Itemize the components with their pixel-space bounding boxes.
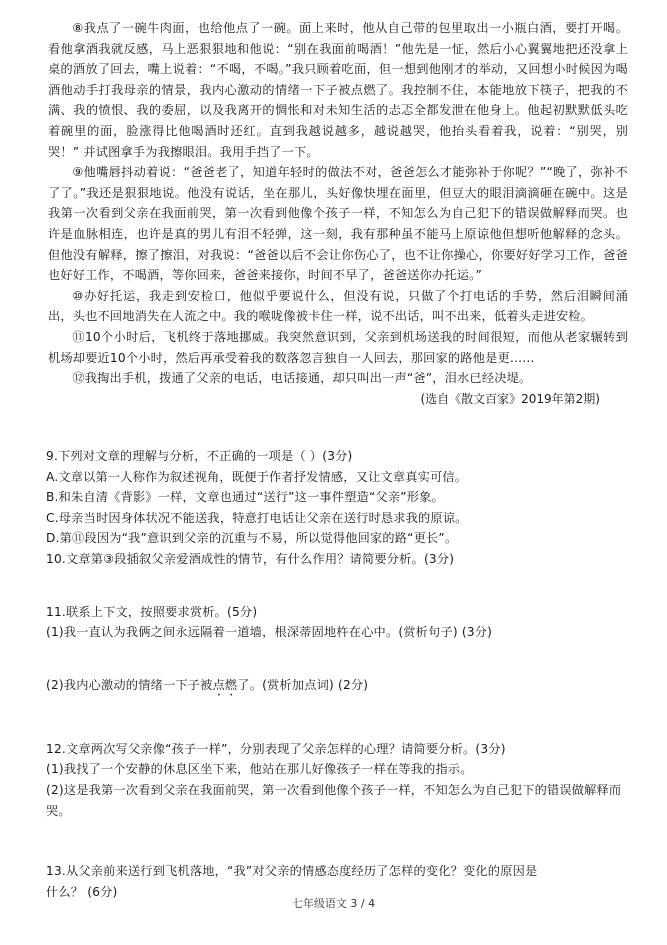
question-12-sub-1: (1)我找了一个安静的休息区坐下来，他站在那儿好像孩子一样在等我的指示。 (46, 762, 473, 777)
passage-source: (选自《散文百家》2019年第2期) (420, 391, 600, 406)
question-9-stem: 9.下列对文章的理解与分析，不正确的一项是（ ）(3分) (46, 449, 353, 463)
question-13-line-2: 什么？ (6分) (46, 884, 118, 899)
paragraph-11: ⑪10个小时后，飞机终于落地挪威。我突然意识到，父亲到机场送我的时间很短，而他从老家辗转到机场却要近10个小时，然后再承受着我的数落忽言独自一人回去，那回家的路他是更…… (48, 329, 628, 365)
question-11-sub-2-after: 了。(赏析加点词) (2分) (237, 677, 369, 692)
page-footer: 七年级语文 3 / 4 (291, 897, 376, 910)
paragraph-12: ⑫我掏出手机，拨通了父亲的电话，电话接通，却只叫出一声“爸”，泪水已经决堤。 (72, 371, 532, 386)
question-9-option-a: A.文章以第一人称作为叙述视角，既便于作者抒发情感，又让文章真实可信。 (46, 469, 468, 484)
question-13-line-1: 13.从父亲前来送行到飞机落地，“我”对父亲的情感态度经历了怎样的变化？变化的原因是 (46, 864, 538, 879)
questions-section (46, 446, 628, 902)
paragraph-8: ⑧我点了一碗牛肉面，也给他点了一碗。面上来时，他从自己带的包里取出一小瓶白酒，要打开喝。看他拿酒我就反感，马上恶狠狠地和他说：“别在我面前喝酒！”他先是一怔，然后小心翼翼地把还没拿上桌的酒放了回去，嘴上说着：“不喝，不喝。”我只顾着吃面，但一想到他刚才的举动，又回想小时候因为喝酒他动手打我母亲的情景，我内心激动的情绪一下子被点燃了。我控制不住，本能地放下筷子，把我的不满、我的愤恨、我的委屈，以及我离开的惆怅和对未知生活的忐忑全都发泄在他身上。他起初默默低头吃着碗里的面，脸涨得比他喝酒时还红。直到我越说越多，越说越哭，他抬头看着我，说着：“别哭，别哭！” 并试图拿手为我擦眼泪。我用手挡了一下。 (48, 21, 628, 159)
dotted-word: 点燃 (212, 677, 238, 692)
question-10: 10.文章第③段插叙父亲爱酒成性的情节，有什么作用？请简要分析。(3分) (46, 551, 455, 566)
question-9-option-b: B.和朱自清《背影》一样，文章也通过“送行”这一事件塑造“父亲”形象。 (46, 490, 444, 505)
question-11-sub-2 (46, 675, 628, 699)
question-12-stem: 12.文章两次写父亲像“孩子一样”，分别表现了父亲怎样的心理？请简要分析。(3分) (46, 741, 506, 756)
question-9-option-d: D.第⑪段因为“我”意识到父亲的沉重与不易，所以觉得他回家的路“更长”。 (46, 531, 458, 546)
question-9-option-c: C.母亲当时因身体状况不能送我，特意打电话让父亲在送行时恳求我的原谅。 (46, 510, 468, 525)
question-11-sub-2-before: (2)我内心激动的情绪一下子被 (46, 677, 213, 692)
question-11-sub-1: (1)我一直认为我俩之间永远隔着一道墙，根深蒂固地杵在心中。(赏析句子) (3分) (46, 625, 493, 640)
paragraph-10: ⑩办好托运，我走到安检口，他似乎要说什么，但没有说，只做了个打电话的手势，然后泪瞬间涌出，头也不回地消失在人流之中。我的喉咙像被卡住一样，说不出话，叫不出来，低着头走进安检。 (48, 288, 628, 324)
paragraph-9: ⑨他嘴唇抖动着说：“爸爸老了，知道年轻时的做法不对，爸爸怎么才能弥补于你呢？”“晚了，弥补不了了。”我还是狠狠地说。他没有说话，坐在那儿，头好像快埋在面里，但豆大的眼泪滴滴砸在碗中。这是我第一次看到父亲在我面前哭，第一次看到他像个孩子一样，不知怎么为自己犯下的错误做解释而哭。也许是血脉相连，也许是真的男儿有泪不轻弹，这一刻，我有那种虽不能马上原谅他但想听他解释的念头。但他没有解释，擦了擦泪，对我说：“爸爸以后不会让你伤心了，也不让你操心，你要好好学习工作，爸爸也好好工作，不喝酒，等你回来，爸爸来接你，时间不早了，爸爸送你办托运。” (48, 165, 628, 283)
question-11-stem: 11.联系上下文，按照要求赏析。(5分) (46, 604, 258, 619)
reading-passage (48, 18, 628, 409)
question-12-sub-2: (2)这是我第一次看到父亲在我面前哭，第一次看到他像个孩子一样，不知怎么为自己犯下的错误做解释而哭。 (46, 782, 622, 818)
